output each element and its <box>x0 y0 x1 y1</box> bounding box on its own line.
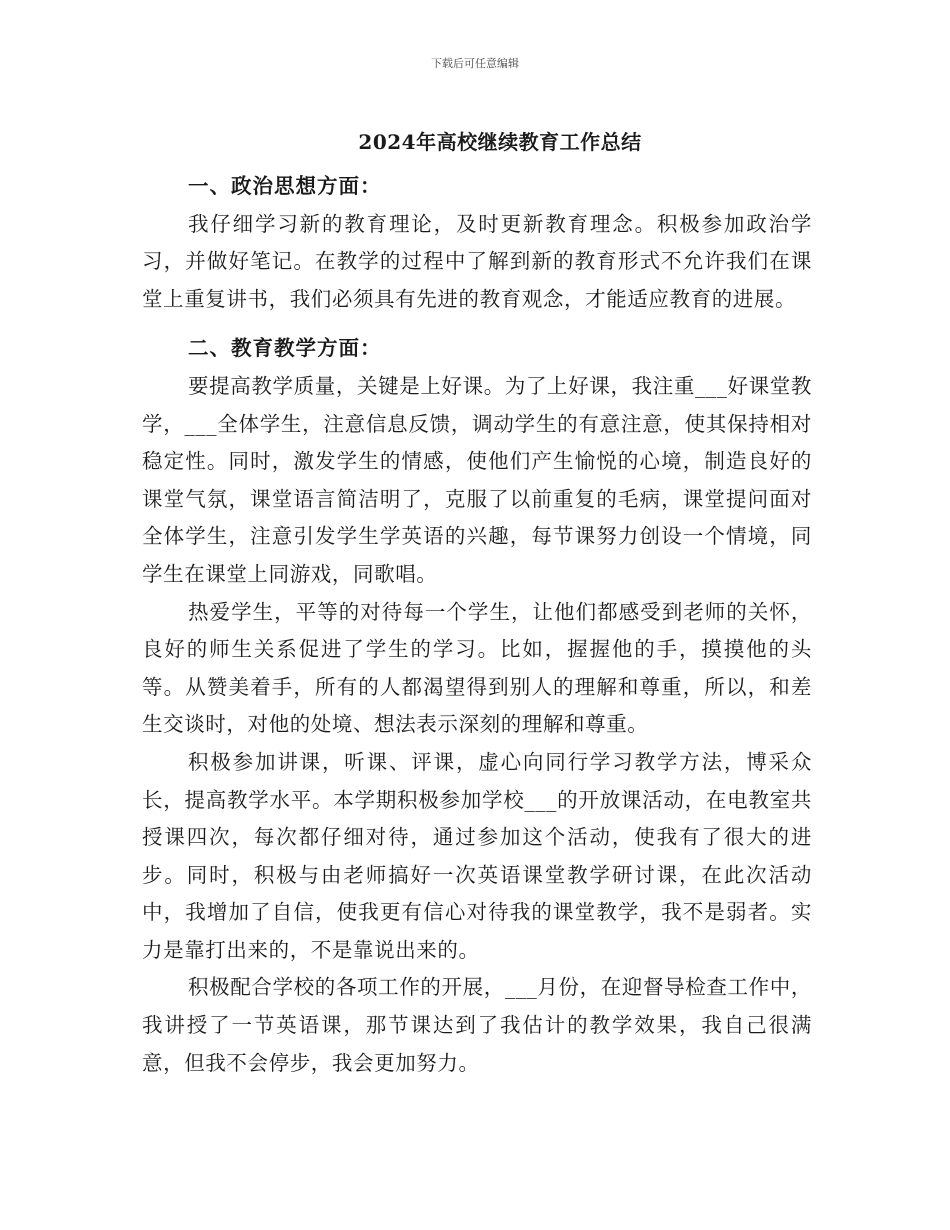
paragraph: 积极配合学校的各项工作的开展，___月份，在迎督导检查工作中，我讲授了一节英语课，那节课达到了我估计的教学效果，我自己很满意，但我不会停步，我会更加努力。 <box>142 975 812 1075</box>
header-note: 下载后可任意编辑 <box>431 57 519 70</box>
section-heading-teaching: 二、教育教学方面： <box>188 336 382 361</box>
paragraph: 积极参加讲课，听课、评课，虚心向同行学习教学方法，博采众长，提高教学水平。本学期积极参加学校___的开放课活动，在电教室共授课四次，每次都仔细对待，通过参加这个活动，使我有了很大的进步。同时，积极与由老师搞好一次英语课堂教学研讨课，在此次活动中，我增加了自信，使我更有信心对待我的课堂教学，我不是弱者。实力是靠打出来的，不是靠说出来的。 <box>142 749 812 962</box>
paragraph: 热爱学生，平等的对待每一个学生，让他们都感受到老师的关怀，良好的师生关系促进了学生的学习。比如，握握他的手，摸摸他的头等。从赞美着手，所有的人都渴望得到别人的理解和尊重，所以，和差生交谈时，对他的处境、想法表示深刻的理解和尊重。 <box>142 599 812 737</box>
spacer <box>142 318 812 330</box>
document-title: 2024年高校继续教育工作总结 <box>358 130 642 154</box>
section-heading-political: 一、政治思想方面： <box>188 174 382 198</box>
paragraph: 我仔细学习新的教育理论，及时更新教育理念。积极参加政治学习，并做好笔记。在教学的过程中了解到新的教育形式不允许我们在课堂上重复讲书，我们必须具有先进的教育观念，才能适应教育的进展。 <box>142 211 812 311</box>
document-body <box>142 168 812 1082</box>
paragraph: 要提高教学质量，关键是上好课。为了上好课，我注重___好课堂教学，___全体学生，注意信息反馈，调动学生的有意注意，使其保持相对稳定性。同时，激发学生的情感，使他们产生愉悦的心境，制造良好的课堂气氛，课堂语言简洁明了，克服了以前重复的毛病，课堂提问面对全体学生，注意引发学生学英语的兴趣，每节课努力创设一个情境，同学生在课堂上同游戏，同歌唱。 <box>142 373 812 586</box>
